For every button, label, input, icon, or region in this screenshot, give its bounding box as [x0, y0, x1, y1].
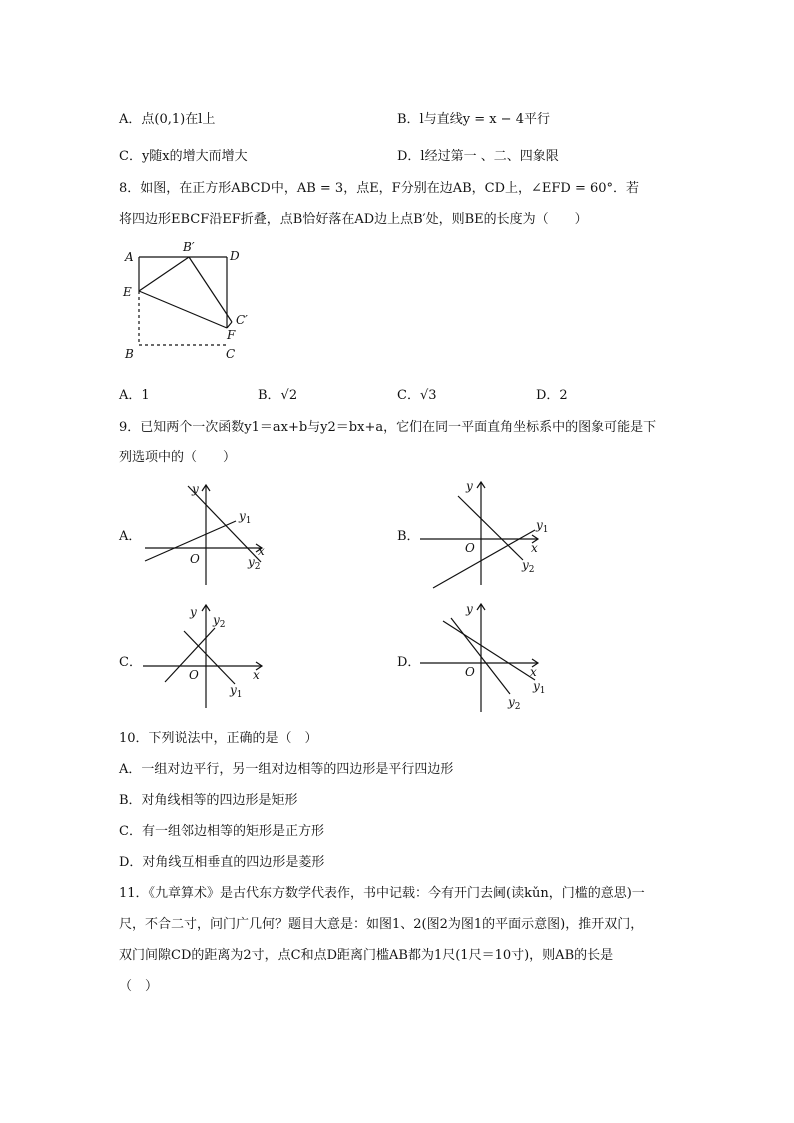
q9-graph-d — [418, 600, 553, 715]
y2-label: $y_2$ — [522, 558, 535, 575]
q9-graph-b — [418, 476, 553, 591]
line-y1 — [443, 621, 535, 680]
label-a: A — [125, 250, 134, 264]
y1-label: $y_1$ — [239, 509, 252, 526]
q11-stem-line1: 11．《九章算术》是古代东方数学代表作，书中记载：今有开门去阃(读kǔn，门槛的意思)一 — [119, 886, 645, 901]
q8-option-d: D．2 — [536, 388, 568, 403]
q9-option-b-label: B． — [397, 529, 420, 544]
q7-option-a: A．点(0,1)在l上 — [119, 112, 216, 127]
label-c-prime: C′ — [236, 313, 248, 327]
y1-label: $y_1$ — [536, 518, 549, 535]
label-b-prime: B′ — [183, 240, 195, 254]
q9-graph-a — [140, 478, 275, 593]
q9-stem-line1: 9．已知两个一次函数y1＝ax+b与y2＝bx+a，它们在同一平面直角坐标系中的图象可能是下 — [119, 420, 657, 435]
y1-label: $y_1$ — [533, 679, 546, 696]
q10-option-d: D．对角线互相垂直的四边形是菱形 — [119, 855, 325, 870]
label-f: F — [227, 328, 236, 342]
axis-y-label: y — [466, 479, 473, 493]
q11-stem-line2: 尺，不合二寸，问门广几何？题目大意是：如图1、2(图2为图1的平面示意图)，推开双门， — [119, 917, 644, 932]
q10-stem: 10．下列说法中，正确的是（ ） — [119, 731, 318, 746]
q8-option-a: A．1 — [119, 388, 150, 403]
q7-option-b: B．l与直线y = x − 4平行 — [397, 112, 550, 127]
q8-stem-line2: 将四边形EBCF沿EF折叠，点B恰好落在AD边上点B′处，则BE的长度为（ ） — [119, 212, 588, 227]
origin-label: O — [190, 552, 200, 566]
axis-x-label: x — [531, 541, 538, 555]
y2-label: $y_2$ — [213, 613, 226, 630]
q9-graph-c — [140, 600, 275, 712]
label-d: D — [230, 249, 240, 263]
axis-y-label: y — [466, 602, 473, 616]
label-e: E — [123, 285, 132, 299]
q8-option-b: B．√2 — [258, 388, 298, 403]
label-c: C — [226, 347, 236, 361]
segment-eb-prime — [139, 257, 189, 291]
q7-option-c: C．y随x的增大而增大 — [119, 149, 248, 164]
y2-label: $y_2$ — [508, 695, 521, 712]
origin-label: O — [465, 665, 475, 679]
q9-option-a-label: A． — [119, 529, 142, 544]
label-b: B — [125, 347, 134, 361]
q11-stem-line4: （ ） — [119, 979, 159, 994]
axis-x-label: x — [530, 665, 537, 679]
q9-option-c-label: C． — [119, 655, 142, 670]
y1-label: $y_1$ — [230, 683, 243, 700]
y2-label: $y_2$ — [248, 555, 261, 572]
segment-ef — [139, 291, 227, 328]
q10-option-a: A．一组对边平行，另一组对边相等的四边形是平行四边形 — [119, 762, 454, 777]
q10-option-b: B．对角线相等的四边形是矩形 — [119, 793, 298, 808]
axis-x-label: x — [253, 668, 260, 682]
origin-label: O — [465, 541, 475, 555]
q8-square-figure — [119, 238, 269, 363]
axis-y-label: y — [192, 482, 199, 496]
q8-stem-line1: 8．如图，在正方形ABCD中，AB = 3，点E，F分别在边AB，CD上，∠EFD = 60°．若 — [119, 181, 640, 196]
axis-y-label: y — [190, 605, 197, 619]
q11-stem-line3: 双门间隙CD的距离为2寸，点C和点D距离门槛AB都为1尺(1尺＝10寸)，则AB的长是 — [119, 948, 614, 963]
q7-option-d: D．l经过第一 、二、四象限 — [397, 149, 559, 164]
axis-x-label: x — [258, 544, 265, 558]
segment-b-prime-c-prime — [189, 257, 232, 322]
q9-stem-line2: 列选项中的（ ） — [119, 450, 237, 465]
q10-option-c: C．有一组邻边相等的矩形是正方形 — [119, 824, 324, 839]
q9-option-d-label: D． — [397, 655, 421, 670]
origin-label: O — [189, 668, 199, 682]
q8-option-c: C．√3 — [397, 388, 437, 403]
